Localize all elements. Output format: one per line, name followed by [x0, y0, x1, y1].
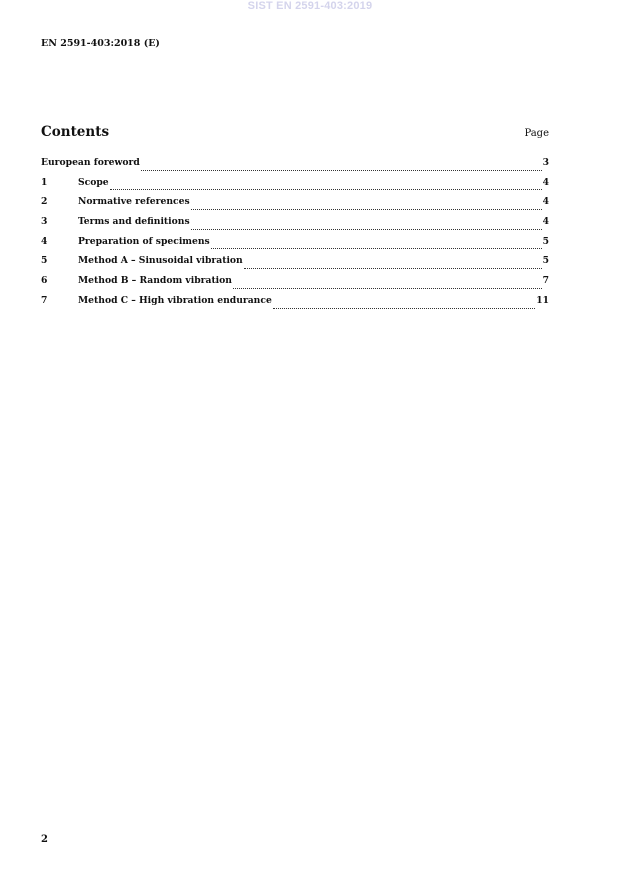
- toc-entry-number: 2: [41, 196, 48, 208]
- toc-entry-page: 7: [542, 275, 549, 287]
- toc-entry-preparation-of-specimens[interactable]: [41, 236, 549, 256]
- toc-entry-number: 6: [41, 275, 48, 287]
- toc-entry-page: 4: [542, 196, 549, 208]
- toc-entry-title: Scope: [78, 176, 109, 188]
- dot-leader: [110, 189, 542, 190]
- document-id-header: EN 2591-403:2018 (E): [41, 38, 160, 49]
- toc-entry-number: 7: [41, 294, 48, 306]
- toc-entry-page: 5: [542, 255, 549, 267]
- dot-leader: [141, 170, 542, 171]
- toc-entry-page: 4: [542, 216, 549, 228]
- dot-leader: [191, 209, 542, 210]
- dot-leader: [244, 268, 542, 269]
- watermark: SIST EN 2591-403:2019: [247, 0, 373, 12]
- dot-leader: [191, 229, 542, 230]
- table-of-contents: [41, 157, 549, 315]
- toc-entry-normative-references[interactable]: [41, 196, 549, 216]
- toc-entry-number: 4: [41, 235, 48, 247]
- dot-leader: [211, 248, 542, 249]
- toc-entry-number: 5: [41, 255, 48, 267]
- toc-entry-method-b[interactable]: [41, 275, 549, 295]
- toc-entry-title: Method C – High vibration endurance: [78, 294, 272, 306]
- toc-entry-method-a[interactable]: [41, 255, 549, 275]
- toc-entry-method-c[interactable]: [41, 295, 549, 315]
- toc-entry-number: 1: [41, 176, 48, 188]
- toc-entry-number: 3: [41, 216, 48, 228]
- dot-leader: [233, 288, 542, 289]
- toc-entry-title: Method B – Random vibration: [78, 275, 232, 287]
- toc-entry-terms-and-definitions[interactable]: [41, 216, 549, 236]
- contents-title: Contents: [41, 124, 110, 140]
- page-column-label: Page: [524, 128, 549, 139]
- toc-entry-page: 3: [542, 157, 549, 168]
- toc-entry-page: 11: [536, 294, 549, 306]
- toc-entry-title: Normative references: [78, 196, 190, 208]
- toc-entry-european-foreword[interactable]: [41, 157, 549, 177]
- toc-entry-title: Terms and definitions: [78, 216, 190, 228]
- toc-entry-title: Method A – Sinusoidal vibration: [78, 255, 243, 267]
- page-number: 2: [41, 834, 48, 845]
- toc-entry-page: 4: [542, 176, 549, 188]
- dot-leader: [273, 308, 535, 309]
- toc-entry-page: 5: [542, 235, 549, 247]
- toc-entry-scope[interactable]: [41, 177, 549, 197]
- toc-entry-title: Preparation of specimens: [78, 235, 210, 247]
- toc-entry-title: European foreword: [41, 157, 140, 168]
- contents-heading: [41, 124, 549, 140]
